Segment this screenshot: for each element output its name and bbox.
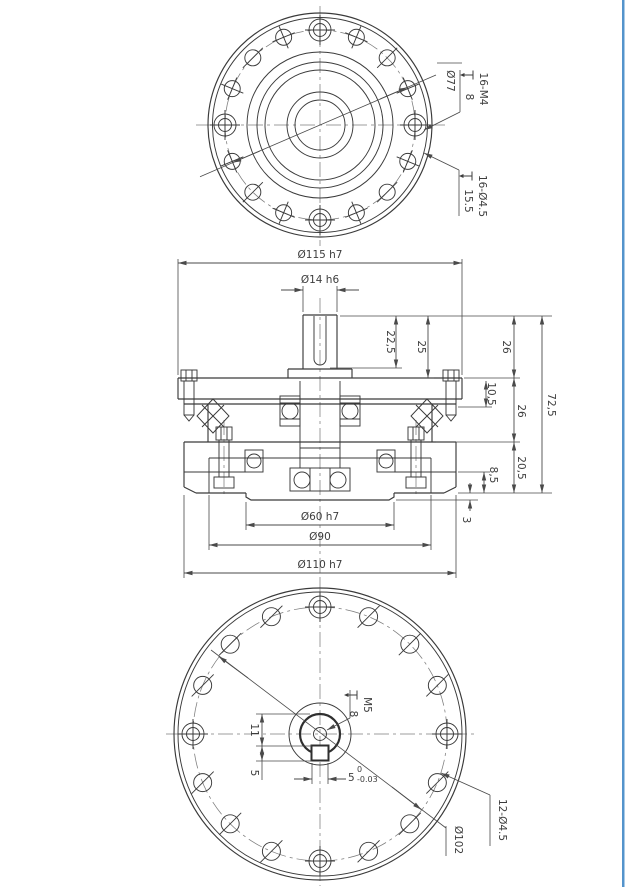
top-bolt-hole xyxy=(221,78,243,100)
top-bolt-hole xyxy=(273,202,295,224)
bottom-holes-label: 12-Ø4.5 xyxy=(496,798,508,842)
top-bolt-hole xyxy=(305,205,335,235)
bottom-bolt-hole xyxy=(219,813,241,835)
section-view xyxy=(178,249,557,583)
center-tap-depth-label: 8 xyxy=(347,710,359,718)
callout-center-tap xyxy=(327,690,373,730)
dim-bottom-bolt-circle xyxy=(211,650,464,856)
depth-symbol-icon xyxy=(344,691,357,700)
dim-boss-height: 3 xyxy=(460,516,472,524)
bottom-bolt-circle-label: Ø102 xyxy=(452,825,464,855)
top-bolt-hole xyxy=(305,15,335,45)
dim-flange-dia: Ø115 h7 xyxy=(297,249,343,261)
bottom-bolt-hole xyxy=(178,719,208,749)
top-bolt-hole xyxy=(377,182,397,202)
dim-key-depth: 5 xyxy=(248,769,260,777)
thru-callout-label: 16-Ø4.5 xyxy=(476,174,488,218)
dim-lip-height: 8,5 xyxy=(487,466,499,484)
depth-symbol-icon xyxy=(460,71,473,80)
dim-mid-height: 26 xyxy=(515,404,527,418)
depth-symbol-icon xyxy=(459,172,472,181)
keyway-width-dim xyxy=(294,763,378,784)
top-bolt-hole xyxy=(210,110,240,140)
center-tap-label: M5 xyxy=(361,697,373,713)
dim-boss-dia: Ø60 h7 xyxy=(300,511,340,523)
bottom-bolt-hole xyxy=(399,813,421,835)
dim-upper-height: 26 xyxy=(500,340,512,354)
bottom-bolt-hole xyxy=(426,674,448,696)
top-bolt-hole xyxy=(400,110,430,140)
dim-pilot-height: 10,5 xyxy=(485,382,497,406)
top-view xyxy=(196,6,489,246)
top-bolt-hole xyxy=(345,202,367,224)
callout-thru-holes xyxy=(424,153,488,217)
bottom-view xyxy=(166,580,508,886)
section-dimensions xyxy=(178,249,557,578)
dim-step-dia: Ø90 xyxy=(309,531,331,543)
top-bolt-circle-label: Ø77 xyxy=(444,70,456,92)
dim-key-width-tol-upper: 0 xyxy=(357,765,363,774)
top-bolt-hole xyxy=(243,182,263,202)
dim-shaft-len: 25 xyxy=(415,340,427,354)
top-bolt-hole xyxy=(243,48,263,68)
top-bolt-hole xyxy=(397,78,419,100)
bottom-bolt-hole xyxy=(358,606,380,628)
tap-depth-label: 8 xyxy=(463,93,475,101)
top-bolt-hole xyxy=(397,150,419,172)
bottom-bolt-hole xyxy=(192,772,214,794)
bottom-bolt-hole xyxy=(219,633,241,655)
bottom-bolt-hole xyxy=(358,840,380,862)
bottom-bolt-hole xyxy=(260,840,282,862)
bottom-bolt-hole xyxy=(260,606,282,628)
top-bolt-hole xyxy=(273,26,295,48)
bottom-bolt-hole xyxy=(192,674,214,696)
callout-bottom-holes xyxy=(441,773,508,846)
window-border xyxy=(622,0,625,887)
dim-keyway-len: 22,5 xyxy=(384,330,396,354)
bottom-bolt-hole xyxy=(305,846,335,876)
bottom-bolt-hole xyxy=(399,633,421,655)
dim-lower-height: 20,5 xyxy=(515,456,527,480)
dim-base-dia: Ø110 h7 xyxy=(297,559,343,571)
bottom-bolt-hole xyxy=(432,719,462,749)
top-bolt-hole xyxy=(345,26,367,48)
dim-key-offset: 11 xyxy=(248,723,260,737)
top-bolt-hole xyxy=(221,150,243,172)
dim-total-height: 72,5 xyxy=(545,393,557,417)
top-bolt-hole xyxy=(377,48,397,68)
tap-callout-label: 16-M4 xyxy=(477,72,489,106)
dim-key-width-tol-lower: -0.03 xyxy=(357,775,378,784)
dim-key-width: 5 xyxy=(348,772,355,784)
thru-depth-label: 15.5 xyxy=(462,189,474,213)
dim-shaft-dia: Ø14 h6 xyxy=(300,274,340,286)
bottom-bolt-hole xyxy=(305,592,335,622)
